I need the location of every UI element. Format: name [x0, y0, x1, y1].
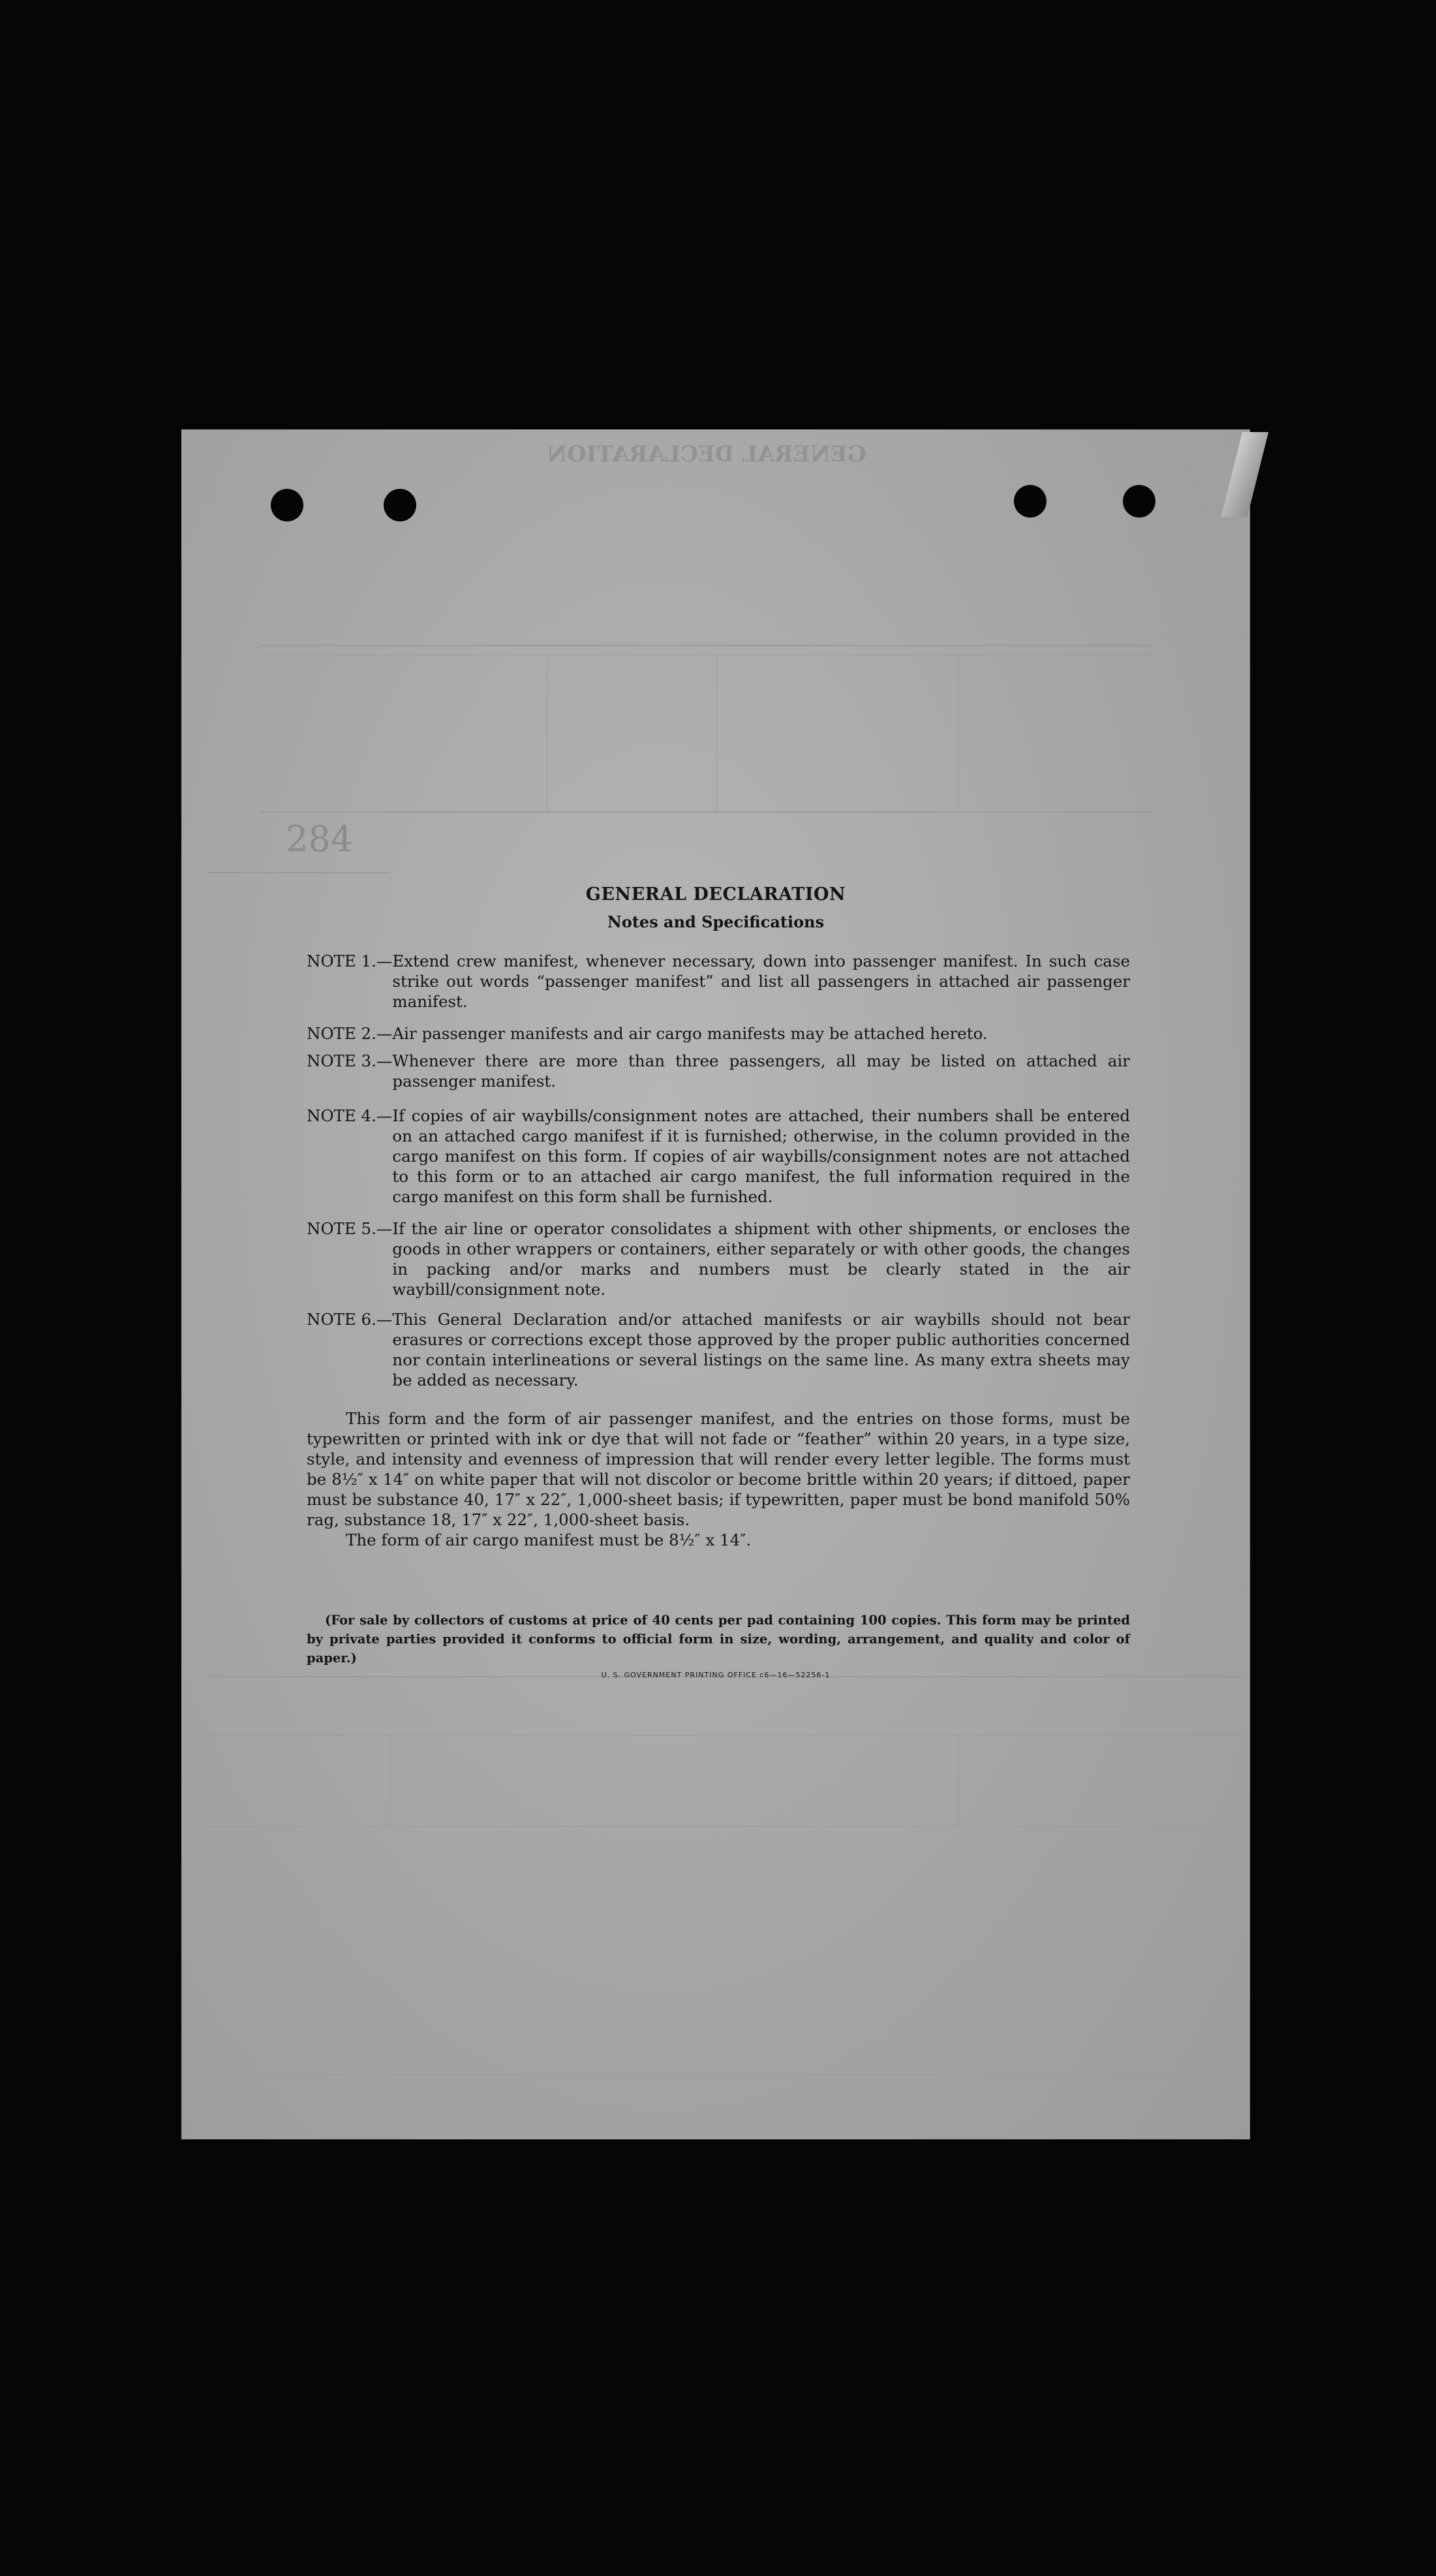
bleed-through-heading: GENERAL DECLARATION: [547, 441, 866, 467]
handwritten-number: 284: [286, 818, 354, 860]
note-text: This General Declaration and/or attached manifests or air waybills should not bear erasures or corrections except those approved by the proper public authorities concerned nor contain interlineations or several listings on the same line. As many extra sheets may be added as necessary.: [392, 1310, 1130, 1389]
note-label: NOTE 5.—: [307, 1219, 393, 1238]
note-3: [307, 1051, 1130, 1091]
note-label: NOTE 4.—: [307, 1106, 393, 1125]
note-label: NOTE 3.—: [307, 1051, 393, 1070]
note-text: Whenever there are more than three passengers, all may be listed on attached air passenger manifest.: [392, 1051, 1130, 1091]
page-subtitle: Notes and Specifications: [607, 912, 825, 931]
note-label: NOTE 1.—: [307, 952, 393, 970]
printing-office-imprint: U. S. GOVERNMENT PRINTING OFFICE c6—16—52256-1: [601, 1671, 831, 1679]
declaration-notes: [181, 429, 1250, 2139]
note-text: If copies of air waybills/consignment notes are attached, their numbers shall be entered on an attached cargo manifest if it is furnished; otherwise, in the column provided in the cargo manifest on this form. If copies of air waybills/consignment notes are not attached to this form or to an attached air cargo manifest, the full information required in the cargo manifest on this form shall be furnished.: [392, 1106, 1130, 1206]
note-2: [307, 1023, 1130, 1044]
note-label: NOTE 6.—: [307, 1310, 393, 1329]
note-label: NOTE 2.—: [307, 1024, 393, 1043]
form-specification-paragraph: This form and the form of air passenger manifest, and the entries on those forms, must be typewritten or printed with ink or dye that will not fade or “feather” within 20 years, in a type size, style, and intensity and evenness of impression that will render every letter legible. The forms must be 8½″ x 14″ on white paper that will not discolor or become brittle within 20 years; if dittoed, paper must be substance 40, 17″ x 22″, 1,000-sheet basis; if typewritten, paper must be bond manifold 50% rag, substance 18, 17″ x 22″, 1,000-sheet basis.: [307, 1409, 1130, 1529]
note-6: [307, 1309, 1130, 1390]
note-text: Air passenger manifests and air cargo manifests may be attached hereto.: [392, 1024, 988, 1043]
note-4: [307, 1106, 1130, 1207]
note-1: [307, 951, 1130, 1012]
note-text: If the air line or operator consolidates a shipment with other shipments, or encloses the goods in other wrappers or containers, either separately or with other goods, the changes in packing and/or marks and numbers must be clearly stated in the air waybill/consignment note.: [392, 1219, 1130, 1299]
sale-notice: (For sale by collectors of customs at price of 40 cents per pad containing 100 copies. This form may be printed by private parties provided it conforms to official form in size, wording, arrangement, and quality and color of paper.): [307, 1613, 1130, 1666]
document-page: [181, 429, 1250, 2139]
note-5: [307, 1218, 1130, 1299]
cargo-manifest-size: The form of air cargo manifest must be 8½″ x 14″.: [346, 1530, 752, 1549]
note-text: Extend crew manifest, whenever necessary, down into passenger manifest. In such case strike out words “passenger manifest” and list all passengers in attached air passenger manifest.: [392, 952, 1130, 1011]
page-title: GENERAL DECLARATION: [585, 884, 846, 905]
